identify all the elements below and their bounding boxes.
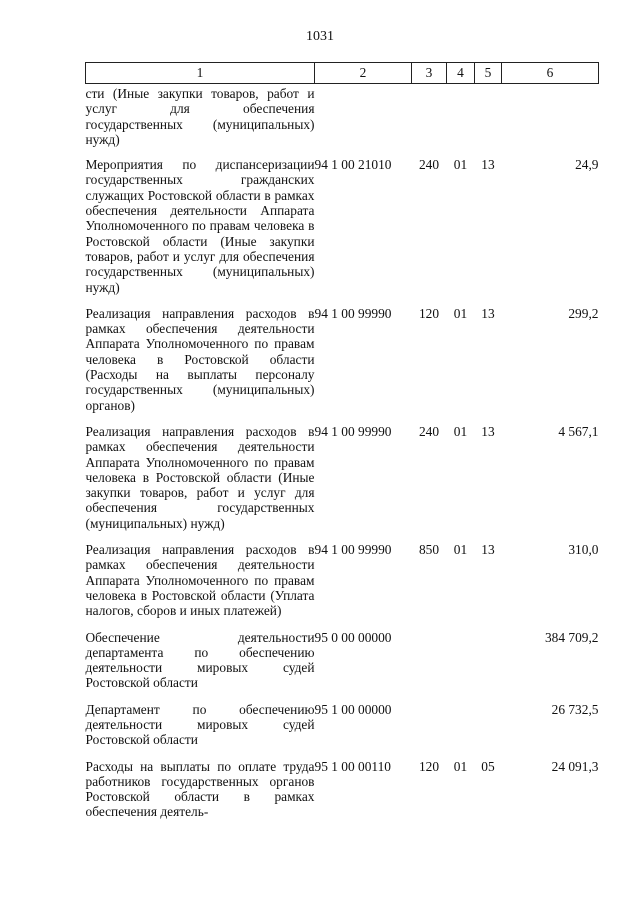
header-col-3: 3 [412, 63, 447, 84]
row-section [447, 702, 475, 759]
row-code: 94 1 00 99990 [314, 423, 392, 439]
row-expense-type [412, 630, 447, 702]
row-code: 94 1 00 21010 [314, 157, 392, 173]
row-code: 95 0 00 00000 [314, 629, 392, 645]
row-subsection [475, 630, 502, 702]
header-col-6: 6 [502, 63, 599, 84]
row-section: 01 [453, 542, 468, 558]
row-section [447, 630, 475, 702]
row-expense-type: 850 [418, 542, 440, 558]
table-row [86, 424, 599, 542]
row-section: 01 [453, 305, 468, 321]
row-name: Реализация направления расходов в рамках обеспечения деятельности Аппарата Уполномоченного по правам человека в Ростовской области (Уплата налогов, сборов и иных платежей) [85, 542, 315, 619]
row-amount: 26 732,5 [551, 701, 599, 717]
row-name: сти (Иные закупки товаров, работ и услуг для обеспечения государственных (муниципальных) нужд) [85, 86, 315, 147]
row-name: Обеспечение деятельности департамента по обеспечению деятельности мировых судей Ростовской области [85, 629, 315, 691]
table-row [86, 84, 599, 158]
table-row [86, 542, 599, 629]
header-col-4: 4 [447, 63, 475, 84]
row-amount: 310,0 [568, 542, 599, 558]
row-amount: 4 567,1 [558, 423, 599, 439]
table-row [86, 759, 599, 831]
row-expense-type [412, 702, 447, 759]
row-name: Реализация направления расходов в рамках обеспечения деятельности Аппарата Уполномоченного по правам человека в Ростовской области (Иные закупки товаров, работ и услуг для обеспечения государственных (муниципальных) нужд) [85, 423, 315, 531]
table-body [86, 84, 599, 831]
table-row [86, 630, 599, 702]
header-row [86, 63, 599, 84]
row-amount [502, 84, 599, 158]
row-expense-type: 120 [418, 758, 440, 774]
row-code: 94 1 00 99990 [314, 305, 392, 321]
table-header [86, 63, 599, 84]
row-expense-type: 240 [418, 423, 440, 439]
row-name: Мероприятия по диспансеризации государственных гражданских служащих Ростовской области в рамках обеспечения деятельности Аппарата Уполномоченного по правам человека в Ростовской области (Иные закупки товаров, работ и услуг для обеспечения государственных (муниципальных) нужд) [85, 157, 315, 295]
header-col-5: 5 [475, 63, 502, 84]
table-row [86, 702, 599, 759]
row-expense-type: 120 [418, 305, 440, 321]
row-section: 01 [453, 157, 468, 173]
row-amount: 24 091,3 [551, 758, 599, 774]
row-amount: 299,2 [568, 305, 599, 321]
row-section [447, 84, 475, 158]
row-code: 94 1 00 99990 [314, 542, 392, 558]
row-subsection: 13 [481, 157, 495, 173]
row-section: 01 [453, 758, 468, 774]
row-code: 95 1 00 00110 [314, 758, 391, 774]
row-name: Реализация направления расходов в рамках обеспечения деятельности Аппарата Уполномоченного по правам человека в Ростовской области (Расходы на выплаты персоналу государственных (муниципальных) органов) [85, 305, 315, 413]
table-row [86, 306, 599, 424]
table-row [86, 157, 599, 306]
row-amount: 24,9 [575, 157, 599, 173]
row-name: Департамент по обеспечению деятельности мировых судей Ростовской области [85, 701, 315, 748]
row-subsection: 13 [481, 305, 495, 321]
row-subsection: 13 [481, 542, 495, 558]
row-code [315, 84, 412, 158]
row-subsection [475, 84, 502, 158]
row-amount: 384 709,2 [544, 629, 599, 645]
row-expense-type: 240 [418, 157, 440, 173]
row-subsection: 05 [481, 758, 495, 774]
row-subsection: 13 [481, 423, 495, 439]
header-col-2: 2 [315, 63, 412, 84]
budget-table [85, 62, 599, 831]
row-subsection [475, 702, 502, 759]
page-number: 1031 [306, 29, 334, 44]
row-section: 01 [453, 423, 468, 439]
row-name: Расходы на выплаты по оплате труда работников государственных органов Ростовской области в рамках обеспечения деятель- [85, 758, 315, 820]
row-expense-type [412, 84, 447, 158]
header-col-1: 1 [86, 63, 315, 84]
row-code: 95 1 00 00000 [314, 701, 392, 717]
